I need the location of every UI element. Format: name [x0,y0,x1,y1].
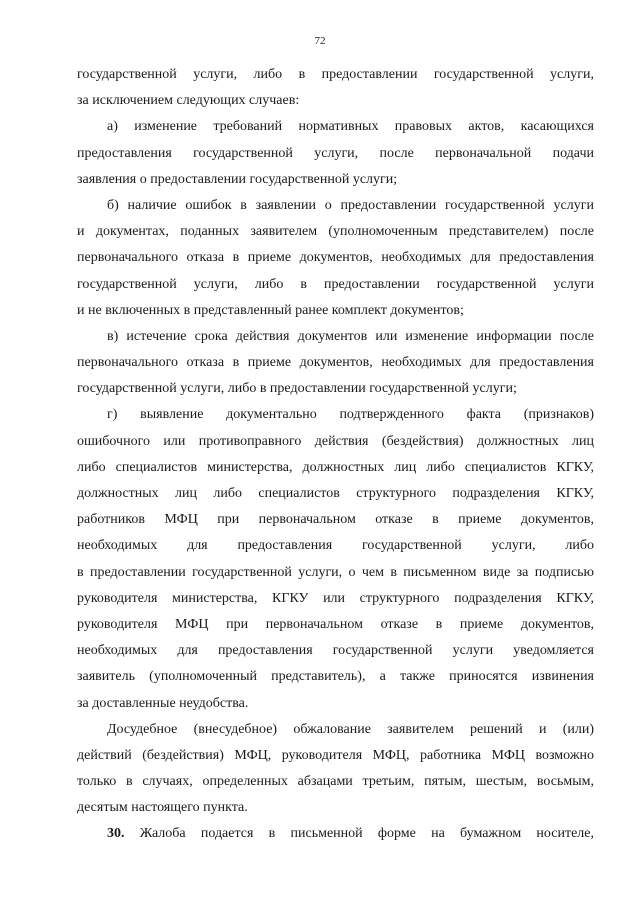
text-line: в) истечение срока действия документов или изменение информации после [107,328,594,344]
paragraph [77,821,594,847]
page-number: 72 [314,35,326,47]
text-line: и не включенных в представленный ранее комплект документов; [77,302,464,318]
clause-text: Жалоба подается в письменной форме на бумажном носителе, [139,826,594,842]
text-line: б) наличие ошибок в заявлении о предоставлении государственной услуги [107,197,594,213]
paragraph [77,62,594,114]
paragraph [77,324,594,403]
text-line: а) изменение требований нормативных правовых актов, касающихся [107,119,594,135]
text-line: г) выявление документально подтвержденного факта (признаков) [107,407,594,423]
paragraph [77,717,594,822]
text-line: в предоставлении государственной услуги, о чем в письменном виде за подписью [77,564,594,580]
text-line: руководителя МФЦ при первоначальном отказе в приеме документов, [77,616,594,632]
text-line: руководителя министерства, КГКУ или структурного подразделения КГКУ, [77,590,594,606]
text-line: только в случаях, определенных абзацами третьим, пятым, шестым, восьмым, [77,774,594,790]
text-line: десятым настоящего пункта. [77,800,248,816]
text-line: за исключением следующих случаев: [77,93,300,109]
text-line: государственной услуги, либо в предоставлении государственной услуги [77,276,594,292]
text-line: Досудебное (внесудебное) обжалование заявителем решений и (или) [107,721,594,737]
text-line: должностных лиц либо специалистов структурного подразделения КГКУ, [77,486,594,501]
text-line [77,821,594,847]
text-line: и документах, поданных заявителем (уполномоченным представителем) после [77,224,594,240]
text-line: необходимых для предоставления государственной услуги, либо [77,538,594,554]
paragraph [77,402,594,716]
text-line: за доставленные неудобства. [77,695,249,711]
paragraph [77,114,594,193]
text-line: первоначального отказа в приеме документов, необходимых для предоставления [77,355,594,371]
text-line: государственной услуги, либо в предоставлении государственной услуги, [77,67,594,82]
text-line: заявления о предоставлении государственной услуги; [77,171,398,187]
text-line: государственной услуги, либо в предоставлении государственной услуги; [77,381,517,397]
text-line: действий (бездействия) МФЦ, руководителя МФЦ, работника МФЦ возможно [77,747,594,763]
text-line: либо специалистов министерства, должностных лиц либо специалистов КГКУ, [77,459,594,475]
text-line: первоначального отказа в приеме документов, необходимых для предоставления [77,250,594,266]
paragraph [77,193,594,324]
text-line: необходимых для предоставления государственной услуги уведомляется [77,643,594,659]
text-line: заявитель (уполномоченный представитель), а также приносятся извинения [77,669,594,685]
text-line: работников МФЦ при первоначальном отказе в приеме документов, [77,512,594,528]
clause-number: 30. [107,826,125,842]
text-line: ошибочного или противоправного действия (бездействия) должностных лиц [77,433,594,449]
document-body [77,62,594,848]
text-line: предоставления государственной услуги, после первоначальной подачи [77,145,594,161]
